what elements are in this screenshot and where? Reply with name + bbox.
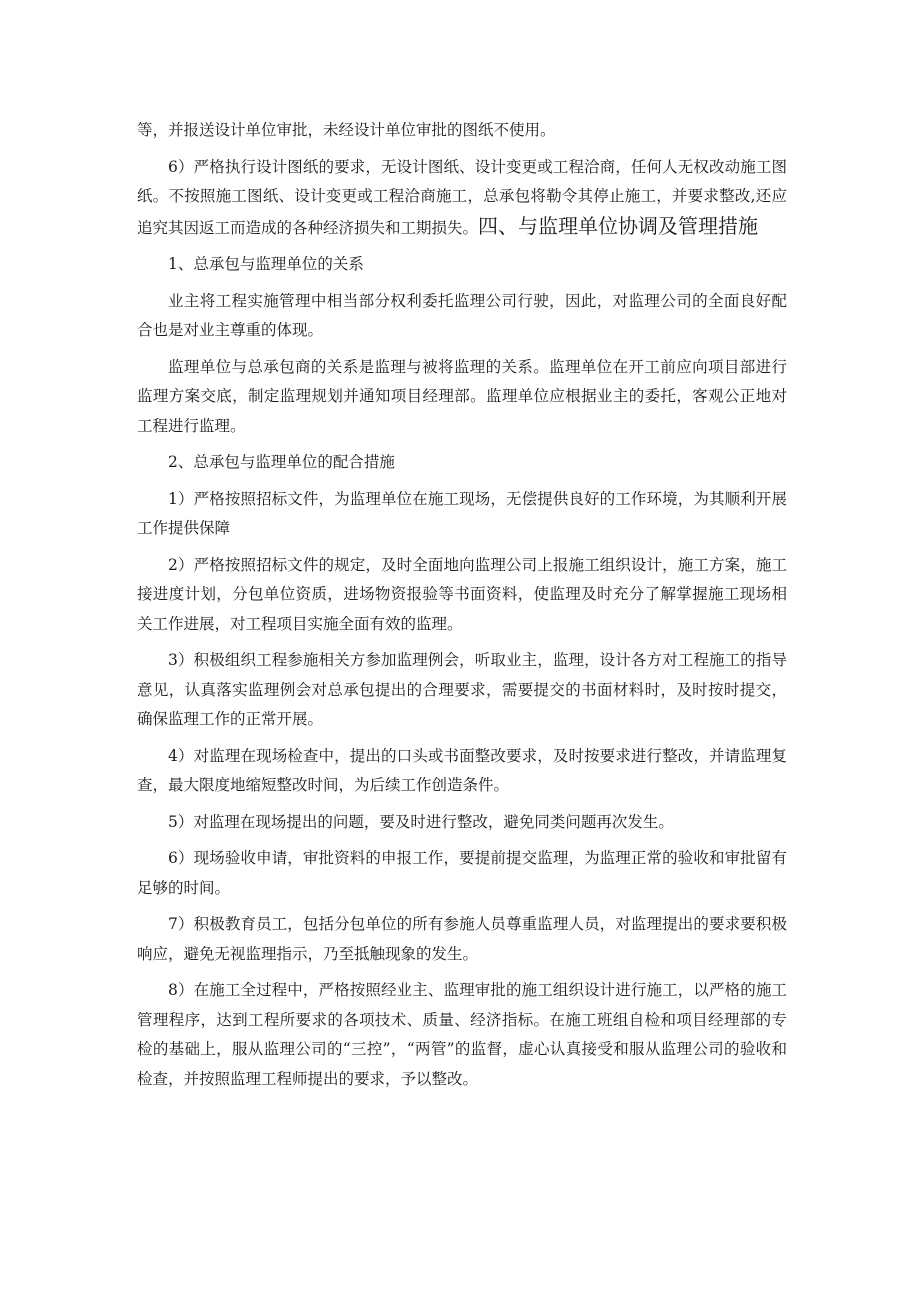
section-heading: 四、与监理单位协调及管理措施: [478, 213, 759, 238]
subheading-cooperation-measures: 2、总承包与监理单位的配合措施: [168, 453, 395, 471]
list-item: 3）积极组织工程参施相关方参加监理例会，听取业主，监理，设计各方对工程施工的指导意见，认真落实监理例会对总承包提出的合理要求，需要提交的书面材料时，及时按时提交，确保监理工作的正常开展。: [137, 651, 787, 728]
list-item: 6）现场验收申请，审批资料的申报工作，要提前提交监理，为监理正常的验收和审批留有足够的时间。: [137, 849, 787, 897]
paragraph-item-6-text: 6）严格执行设计图纸的要求，无设计图纸、设计变更或工程洽商，任何人无权改动施工图纸。不按照施工图纸、设计变更或工程洽商施工，总承包将勒令其停止施工，并要求整改,还应追究其因返工而造成的各种经济损失和工期损失。: [137, 157, 787, 237]
paragraph-owner-delegation: 业主将工程实施管理中相当部分权利委托监理公司行驶，因此，对监理公司的全面良好配合也是对业主尊重的体现。: [137, 291, 787, 339]
paragraph-supervision-relationship: 监理单位与总承包商的关系是监理与被将监理的关系。监理单位在开工前应向项目部进行监理方案交底，制定监理规划并通知项目经理部。监理单位应根据业主的委托，客观公正地对工程进行监理。: [137, 357, 787, 435]
document-page: [137, 116, 787, 1101]
list-item: 4）对监理在现场检查中，提出的口头或书面整改要求，及时按要求进行整改，并请监理复查，最大限度地缩短整改时间，为后续工作创造条件。: [137, 746, 787, 794]
list-item: 7）积极教育员工，包括分包单位的所有参施人员尊重监理人员，对监理提出的要求要积极响应，避免无视监理指示，乃至抵触现象的发生。: [137, 915, 787, 963]
list-item: 5）对监理在现场提出的问题，要及时进行整改，避免同类问题再次发生。: [168, 812, 674, 831]
subheading-relationship: 1、总承包与监理单位的关系: [168, 255, 364, 273]
list-item: 2）严格按照招标文件的规定，及时全面地向监理公司上报施工组织设计，施工方案，施工接进度计划，分包单位资质，进场物资报验等书面资料，使监理及时充分了解掌握施工现场相关工作进展，对工程项目实施全面有效的监理。: [137, 555, 787, 633]
paragraph-item-6-design-drawings: [137, 153, 787, 244]
list-item: 1）严格按照招标文件，为监理单位在施工现场，无偿提供良好的工作环境，为其顺利开展工作提供保障: [137, 489, 787, 537]
paragraph-continuation: 等，并报送设计单位审批，未经设计单位审批的图纸不使用。: [137, 121, 556, 139]
list-item: 8）在施工全过程中，严格按照经业主、监理审批的施工组织设计进行施工，以严格的施工管理程序，达到工程所要求的各项技术、质量、经济指标。在施工班组自检和项目经理部的专检的基础上，服从监理公司的“三控”，“两管”的监督，虚心认真接受和服从监理公司的验收和检查，并按照监理工程师提出的要求，予以整改。: [137, 981, 787, 1088]
